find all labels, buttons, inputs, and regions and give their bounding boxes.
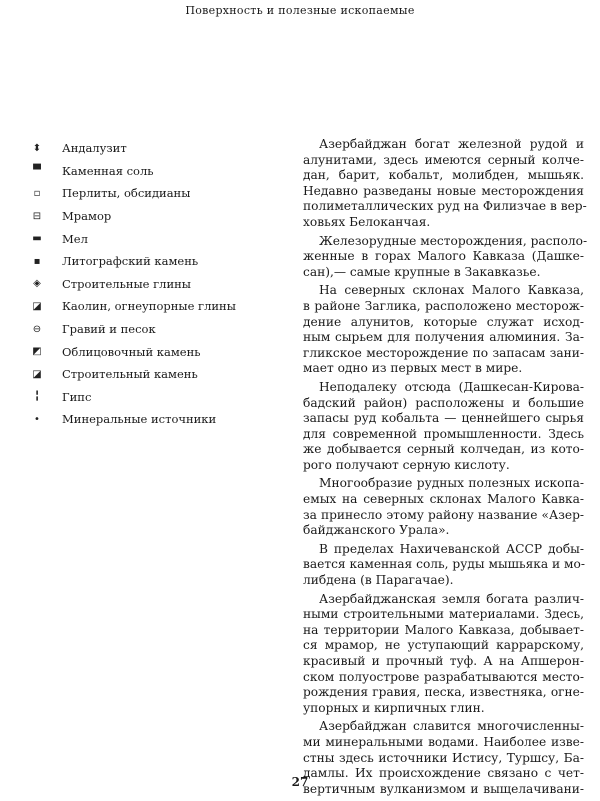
legend-item: [28, 182, 268, 205]
text-line: ными строительными материалами. Здесь,: [303, 607, 584, 622]
paragraph: [303, 476, 584, 538]
text-line: Недавно разведаны новые месторождения: [303, 183, 584, 198]
dot-icon: •: [34, 413, 40, 425]
text-line: ным сырьем для получения алюминия. За-: [303, 330, 584, 345]
legend-item: [28, 295, 268, 318]
text-line: либдена (в Парагачае).: [303, 573, 454, 588]
text-line: запасы руд кобальта — ценнейшего сырья: [303, 411, 584, 426]
circle-minus-icon: ⊖: [32, 323, 42, 335]
small-square-icon: ▫: [33, 187, 41, 199]
legend-label: Литографский камень: [62, 254, 199, 269]
legend-item: [28, 273, 268, 296]
body-text-column: [303, 137, 588, 800]
diamond-arrows-icon: ⬍: [32, 142, 42, 154]
legend-label: Мел: [62, 231, 88, 246]
legend-item: [28, 205, 268, 228]
legend-label: Гравий и песок: [62, 322, 156, 337]
legend-label: Строительные глины: [62, 276, 191, 291]
split-square-icon: ◩: [32, 346, 42, 358]
salt-block-icon: ▀: [33, 165, 41, 177]
paragraph: [303, 592, 584, 717]
text-line: емых на северных склонах Малого Кавка-: [303, 492, 584, 507]
legend-item: [28, 318, 268, 341]
legend-label: Андалузит: [62, 141, 127, 156]
half-square-icon: ◪: [32, 300, 42, 312]
text-line: гликское месторождение по запасам зани-: [303, 345, 584, 360]
legend-item: [28, 250, 268, 273]
text-line: упорных и кирпичных глин.: [303, 700, 485, 715]
text-line: Азербайджан славится многочисленны-: [319, 719, 584, 734]
text-line: вертичным вулканизмом и выщелачивани-: [303, 781, 584, 796]
paragraph: [303, 380, 584, 474]
legend-item: [28, 227, 268, 250]
text-line: на территории Малого Кавказа, добывает-: [303, 622, 584, 637]
text-line: мает одно из первых мест в мире.: [303, 361, 523, 376]
legend-label: Перлиты, обсидианы: [62, 186, 191, 201]
text-line: полиметаллических руд на Филизчае в вер-: [303, 199, 587, 214]
text-line: вается каменная соль, руды мышьяка и мо-: [303, 557, 585, 572]
text-line: же добывается серный колчедан, из кото-: [303, 442, 584, 457]
text-line: Азербайджанская земля богата различ-: [319, 591, 584, 606]
text-line: ся мрамор, не уступающий каррарскому,: [303, 638, 584, 653]
text-line: стны здесь источники Истису, Туршсу, Ба-: [303, 750, 584, 765]
diamond-icon: ◈: [33, 278, 41, 290]
text-line: бадский район) расположены и большие: [303, 395, 584, 410]
paragraph: [303, 137, 587, 231]
legend-label: Минеральные источники: [62, 412, 217, 427]
legend-label: Мрамор: [62, 209, 112, 224]
filled-square-icon: ▪: [33, 255, 41, 267]
page-number: 27: [291, 775, 309, 789]
paragraph: [303, 283, 584, 377]
text-line: байджанского Урала».: [303, 523, 450, 538]
legend-label: Облицовочный камень: [62, 344, 201, 359]
legend-label: Строительный камень: [62, 367, 198, 382]
text-line: для современной промышленности. Здесь: [303, 426, 584, 441]
text-line: ховьях Белоканчая.: [303, 214, 431, 229]
text-line: женные в горах Малого Кавказа (Дашке-: [303, 249, 584, 264]
legend-label: Каменная соль: [62, 163, 154, 178]
legend-item: [28, 137, 268, 160]
paragraph: [303, 542, 584, 589]
text-line: рого получают серную кислоту.: [303, 457, 510, 472]
text-line: дан, барит, кобальт, молибден, мышьяк.: [303, 168, 584, 183]
legend-label: Каолин, огнеупорные глины: [62, 299, 236, 314]
text-line: в районе Заглика, расположено месторож-: [303, 298, 584, 313]
text-line: Железорудные месторождения, располо-: [319, 233, 588, 248]
text-line: Неподалеку отсюда (Дашкесан-Кирова-: [319, 379, 584, 394]
legend-label: Гипс: [62, 389, 92, 404]
running-header: Поверхность и полезные ископаемые: [185, 4, 415, 17]
text-line: ми минеральными водами. Наиболее изве-: [303, 734, 584, 749]
text-line: дамлы. Их происхождение связано с чет-: [303, 766, 584, 781]
legend-item: [28, 363, 268, 386]
text-line: дение алунитов, которые служат исход-: [303, 314, 584, 329]
legend-item: [28, 340, 268, 363]
text-line: алунитами, здесь имеются серный колче-: [303, 152, 584, 167]
text-line: Азербайджан богат железной рудой и: [319, 137, 584, 151]
text-line: Многообразие рудных полезных ископа-: [319, 476, 584, 491]
text-line: ском полуострове разрабатываются место-: [303, 669, 584, 684]
step-square-icon: ◪: [32, 368, 42, 380]
text-line: за принесло этому району название «Азер-: [303, 507, 584, 522]
text-line: красивый и прочный туф. А на Апшерон-: [303, 654, 584, 668]
legend-item: [28, 386, 268, 409]
boxed-line-icon: ⊟: [32, 210, 42, 222]
bar-icon: ▬: [32, 233, 42, 245]
exclamation-icon: ╏: [33, 391, 41, 403]
text-line: На северных склонах Малого Кавказа,: [319, 283, 584, 298]
text-line: сан),— самые крупные в Закавказье.: [303, 264, 541, 279]
map-legend: [28, 137, 268, 431]
paragraph: [303, 233, 588, 281]
text-line: рождения гравия, песка, известняка, огне-: [303, 685, 584, 700]
legend-item: [28, 408, 268, 431]
text-line: В пределах Нахичеванской АССР добы-: [319, 541, 584, 556]
legend-item: [28, 160, 268, 183]
